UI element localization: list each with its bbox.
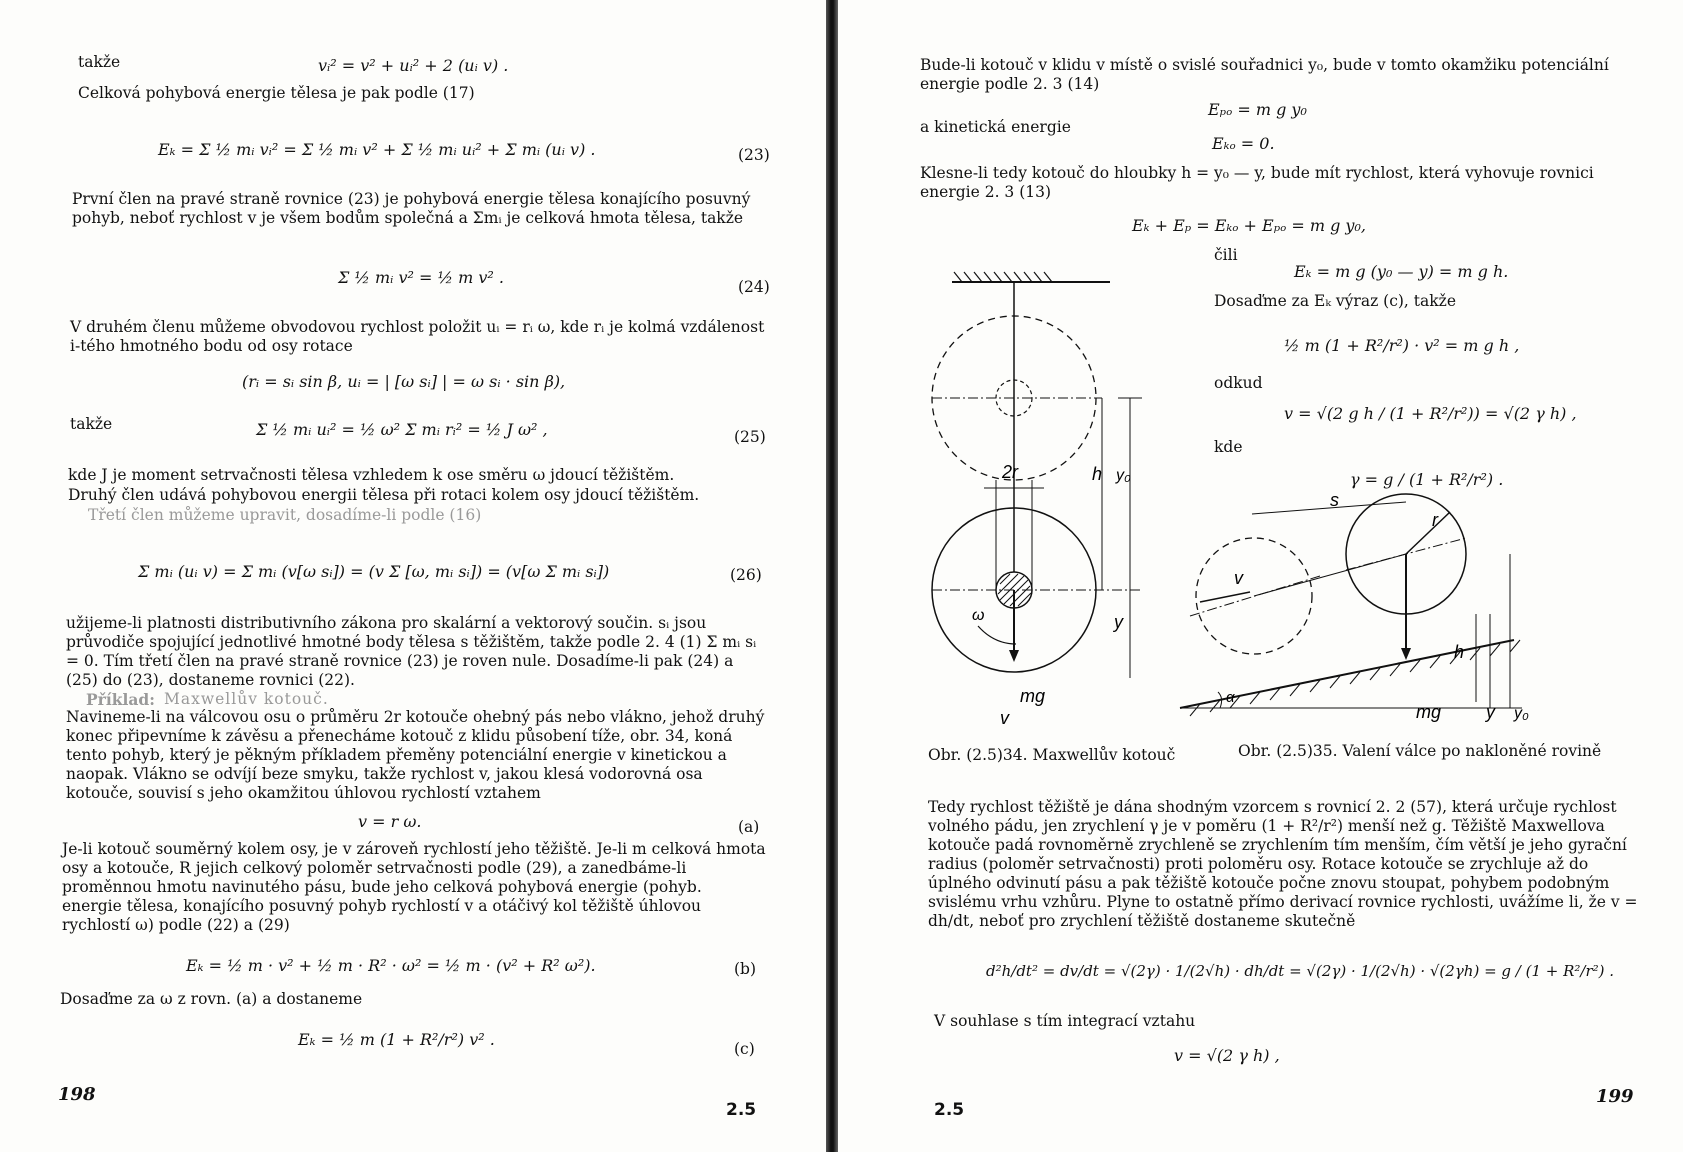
equation-velocity: v = √(2 g h / (1 + R²/r²)) = √(2 γ h) , <box>1284 404 1577 423</box>
label-alpha: α <box>1226 689 1235 706</box>
label-v: v <box>1234 568 1243 588</box>
text-line: Třetí člen můžeme upravit, dosadíme-li podle (16) <box>88 506 482 524</box>
label-mg: mg <box>1020 686 1046 706</box>
text-kde: kde <box>1214 438 1243 456</box>
equation-number: (25) <box>734 428 766 446</box>
ceiling-hatch <box>954 272 1052 282</box>
equation-number: (c) <box>734 1040 755 1058</box>
equation-26: Σ mᵢ (uᵢ v) = Σ mᵢ (v[ω sᵢ]) = (v Σ [ω, mᵢ sᵢ]) = (v[ω Σ mᵢ sᵢ]) <box>138 562 610 581</box>
example-title: Maxwellův kotouč. <box>164 690 329 708</box>
label-h: h <box>1454 642 1465 662</box>
mg-arrowhead <box>1009 650 1019 662</box>
equation-integral: v = √(2 γ h) , <box>1174 1046 1280 1065</box>
equation-eko: Eₖₒ = 0. <box>1212 134 1275 153</box>
axis-start <box>1190 576 1320 616</box>
equation-r: (rᵢ = sᵢ sin β, uᵢ = | [ω sᵢ] | = ω sᵢ · sin β), <box>242 372 566 391</box>
equation-epo: Eₚₒ = m g y₀ <box>1208 100 1307 119</box>
label-y: y <box>1114 612 1123 632</box>
label-r: r <box>1432 510 1438 530</box>
equation-number: (26) <box>730 566 762 584</box>
page-number: 199 <box>1596 1086 1634 1107</box>
equation-number: (b) <box>734 960 757 978</box>
text-odkud: odkud <box>1214 374 1263 392</box>
equation-energy: Eₖ + Eₚ = Eₖₒ + Eₚₒ = m g y₀, <box>1132 216 1366 235</box>
paragraph: Navineme-li na válcovou osu o průměru 2r kotouče ohebný pás nebo vlákno, jehož druhý konec připevníme k závěsu a přenecháme kotouč z klidu působení tíže, obr. 34, koná tento pohyb, který je pěkným příkladem přeměny potenciální energie v kinetickou a naopak. Vlákno se odvíjí beze smyku, takže rychlost v, jakou klesá vodorovná osa kotouče, souvisí s jeho okamžitou úhlovou rychlostí vztahem <box>66 708 765 802</box>
section-number: 2.5 <box>934 1100 965 1120</box>
equation-number: (a) <box>738 818 760 836</box>
paragraph: užijeme-li platnosti distributivního zákona pro skalární a vektorový součin. sᵢ jsou průvodiče spojující jednotlivé hmotné body tělesa s těžištěm, takže podle 2. 4 (1) Σ mᵢ sᵢ = 0. Tím třetí člen na pravé straně rovnice (23) je roven nule. Dosadíme-li pak (24) a (25) do (23), dostaneme rovnici (22). <box>66 614 757 689</box>
section-number: 2.5 <box>726 1100 757 1120</box>
text-takze: takže <box>78 53 121 71</box>
paragraph: V druhém členu můžeme obvodovou rychlost položit uᵢ = rᵢ ω, kde rᵢ je kolmá vzdálenost i-tého hmotného bodu od osy rotace <box>70 318 765 355</box>
equation-cili: Eₖ = m g (y₀ — y) = m g h. <box>1294 262 1509 281</box>
label-s: s <box>1330 490 1339 510</box>
figure-rolling-cylinder <box>1170 490 1590 732</box>
label-y0: y₀ <box>1116 467 1131 484</box>
equation-25: Σ ½ mᵢ uᵢ² = ½ ω² Σ mᵢ rᵢ² = ½ J ω² , <box>256 420 548 439</box>
v-arrow <box>1200 592 1250 602</box>
equation-substitution: ½ m (1 + R²/r²) · v² = m g h , <box>1284 336 1520 355</box>
label-v: v <box>1000 708 1009 728</box>
equation-b: Eₖ = ½ m · v² + ½ m · R² · ω² = ½ m · (v² + R² ω²). <box>186 956 596 975</box>
text-line: kde J je moment setrvačnosti tělesa vzhledem k ose směru ω jdoucí těžištěm. <box>68 466 675 484</box>
right-page <box>838 0 1683 1152</box>
text-takze: takže <box>70 415 113 433</box>
text-line: Dosaďme za Eₖ výraz (c), takže <box>1214 292 1456 310</box>
equation-c: Eₖ = ½ m (1 + R²/r²) v² . <box>298 1030 495 1049</box>
paragraph: Je-li kotouč souměrný kolem osy, je v zároveň rychlostí jeho těžiště. Je-li m celková hmota osy a kotouče, R jejich celkový poloměr setrvačnosti podle (29), a zanedbáme-li proměnnou hmotu navinutého pásu, bude jeho celková pohybová energie (pohyb. energie tělesa, konajícího posuvný pohyb rychlostí v a otáčivý kol těžiště úhlovou rychlostí ω) podle (22) a (29) <box>62 840 766 934</box>
equation-23: Eₖ = Σ ½ mᵢ vᵢ² = Σ ½ mᵢ v² + Σ ½ mᵢ uᵢ² + Σ mᵢ (uᵢ v) . <box>158 140 596 159</box>
radius-line <box>1406 512 1450 554</box>
label-y: y <box>1486 702 1495 722</box>
equation-24: Σ ½ mᵢ v² = ½ m v² . <box>338 268 504 287</box>
text-line: Druhý člen udává pohybovou energii tělesa při rotaci kolem osy jdoucí těžištěm. <box>68 486 700 504</box>
paragraph: První člen na pravé straně rovnice (23) je pohybová energie tělesa konajícího posuvný pohyb, neboť rychlost v je všem bodům společná a Σmᵢ je celková hmota tělesa, takže <box>72 190 751 227</box>
equation-vi-squared: vᵢ² = v² + uᵢ² + 2 (uᵢ v) . <box>318 56 509 75</box>
label-2r: 2r <box>1002 462 1019 482</box>
paragraph: Bude-li kotouč v klidu v místě o svislé souřadnici y₀, bude v tomto okamžiku potenciální energie podle 2. 3 (14) <box>920 56 1609 93</box>
left-page <box>0 0 826 1152</box>
book-gutter <box>826 0 838 1152</box>
label-omega: ω <box>972 607 985 624</box>
text-cili: čili <box>1214 246 1238 264</box>
paragraph: Klesne-li tedy kotouč do hloubky h = y₀ — y, bude mít rychlost, která vyhovuje rovnici energie 2. 3 (13) <box>920 164 1594 201</box>
paragraph: Tedy rychlost těžiště je dána shodným vzorcem s rovnicí 2. 2 (57), která určuje rychlost volného pádu, jen zrychlení γ je v poměru (1 + R²/r²) menší než g. Těžiště Maxwellova kotouče padá rovnoměrně zrychleně se zrychlením tím menším, čím větší je jeho gyrační radius (poloměr setrvačnosti) proti poloměru osy. Rotace kotouče se zrychluje až do úplného odvinutí pásu a pak těžiště kotouče počne znovu stoupat, pohybem podobným svislému vrhu vzhůru. Plyne to ostatně přímo derivací rovnice rychlosti, uvážíme li, že v = dh/dt, neboť pro zrychlení těžiště dostaneme skutečně <box>928 798 1638 930</box>
omega-arc <box>978 626 1016 644</box>
incline-hatch <box>1190 640 1520 716</box>
paragraph: Dosaďme za ω z rovn. (a) a dostaneme <box>60 990 363 1008</box>
mg-arrowhead <box>1401 648 1411 660</box>
figure-caption-34: Obr. (2.5)34. Maxwellův kotouč <box>928 746 1176 764</box>
label-h: h <box>1092 464 1103 484</box>
figure-caption-35: Obr. (2.5)35. Valení válce po nakloněné rovině <box>1238 742 1602 760</box>
equation-derivative: d²h/dt² = dv/dt = √(2γ) · 1/(2√h) · dh/dt = √(2γ) · 1/(2√h) · √(2γh) = g / (1 + R²/r²) . <box>986 962 1615 980</box>
equation-gamma: γ = g / (1 + R²/r²) . <box>1350 470 1504 489</box>
paragraph: V souhlase s tím integrací vztahu <box>934 1012 1196 1030</box>
equation-number: (23) <box>738 146 770 164</box>
paragraph: Celková pohybová energie tělesa je pak podle (17) <box>78 84 475 102</box>
text-line: a kinetická energie <box>920 118 1071 136</box>
equation-number: (24) <box>738 278 770 296</box>
label-y0: y₀ <box>1514 705 1529 722</box>
label-mg: mg <box>1416 702 1442 722</box>
dim-s <box>1252 502 1406 514</box>
example-label: Příklad: <box>86 690 155 709</box>
equation-a: v = r ω. <box>358 812 422 831</box>
page-number: 198 <box>58 1084 96 1105</box>
figure-maxwell-wheel <box>932 270 1152 730</box>
